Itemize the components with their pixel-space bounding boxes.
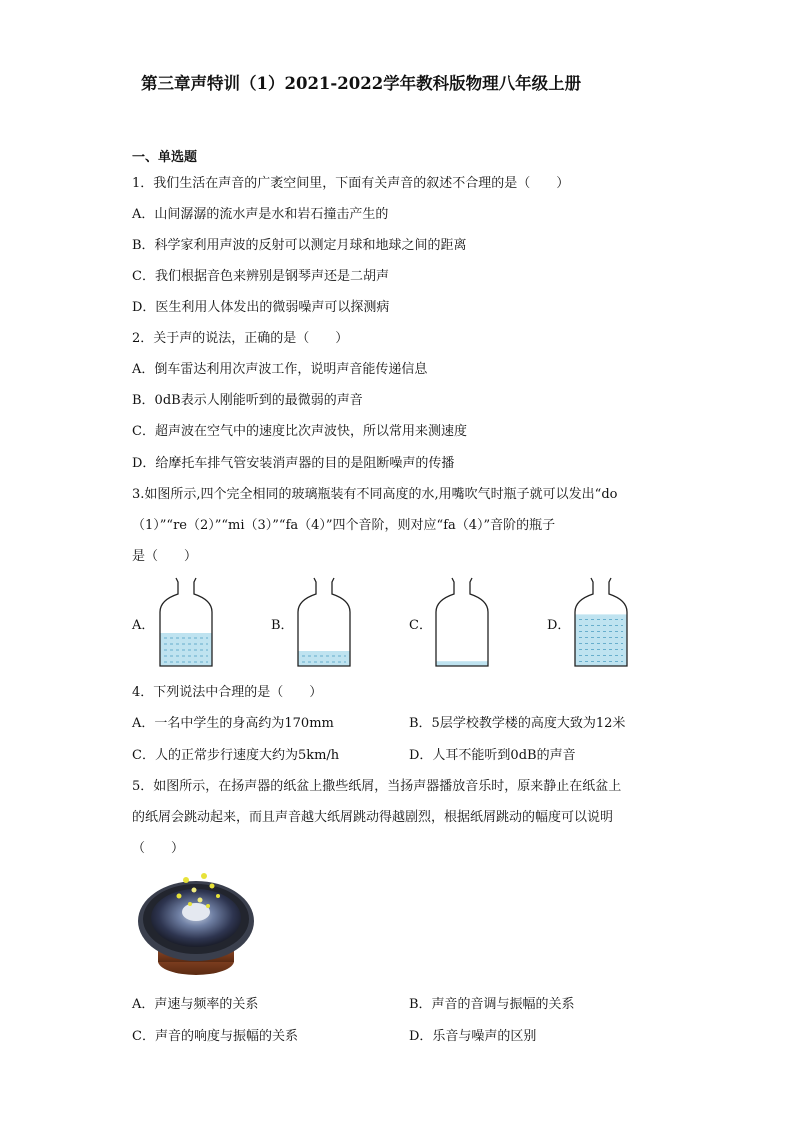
q3-option-b-label: B． [271,618,294,633]
bottle-figures [0,570,794,690]
q1-option-a: A．山间潺潺的流水声是水和岩石撞击产生的 [132,207,389,222]
q4-stem: 4．下列说法中合理的是（ ） [132,685,323,700]
q1-stem: 1．我们生活在声音的广袤空间里，下面有关声音的叙述不合理的是（ ） [132,176,570,191]
q2-option-c: C．超声波在空气中的速度比次声波快，所以常用来测速度 [132,424,467,439]
bottle-c-water [436,661,488,666]
q3-stem-line1: 3.如图所示,四个完全相同的玻璃瓶装有不同高度的水,用嘴吹气时瓶子就可以发出“do [132,487,618,502]
q5-option-a: A．声速与频率的关系 [132,997,259,1012]
speaker-image [134,866,259,981]
q5-option-d: D．乐音与噪声的区别 [409,1029,537,1044]
q1-option-d: D．医生利用人体发出的微弱噪声可以探测病 [132,300,390,315]
bottle-a-water [160,633,212,666]
bottle-c [436,578,488,666]
bottle-d-water [575,614,627,666]
q4-option-c: C．人的正常步行速度大约为5km/h [132,748,340,763]
q2-option-a: A．倒车雷达利用次声波工作，说明声音能传递信息 [132,362,428,377]
q5-stem-line3: （ ） [132,841,185,856]
bottle-c-outline [436,578,488,666]
q3-option-c-label: C． [409,618,432,633]
bottle-d [575,578,627,666]
q3-stem-line3: 是（ ） [132,549,198,564]
q3-option-a-label: A． [132,618,155,633]
bottle-a [160,578,212,666]
q1-option-b: B．科学家利用声波的反射可以测定月球和地球之间的距离 [132,238,467,253]
q5-stem-line2: 的纸屑会跳动起来，而且声音越大纸屑跳动得越剧烈，根据纸屑跳动的幅度可以说明 [132,810,614,825]
q4-option-b: B．5层学校教学楼的高度大致为12米 [409,716,626,731]
q2-option-d: D．给摩托车排气管安装消声器的目的是阻断噪声的传播 [132,456,455,471]
q4-option-a: A．一名中学生的身高约为170mm [132,716,334,731]
section-heading: 一、单选题 [132,150,198,165]
q5-stem-line1: 5．如图所示，在扬声器的纸盆上撒些纸屑，当扬声器播放音乐时，原来静止在纸盆上 [132,779,622,794]
q5-option-b: B．声音的音调与振幅的关系 [409,997,575,1012]
q5-option-c: C．声音的响度与振幅的关系 [132,1029,298,1044]
q3-option-d-label: D． [547,618,571,633]
q1-option-c: C．我们根据音色来辨别是钢琴声还是二胡声 [132,269,389,284]
q3-stem-line2: （1）”“re（2）”“mi（3）”“fa（4）”四个音阶，则对应“fa（4）”音阶的瓶子 [132,518,556,533]
q2-stem: 2．关于声的说法，正确的是（ ） [132,331,349,346]
q2-option-b: B．0dB表示人刚能听到的最微弱的声音 [132,393,363,408]
bottle-b-water [298,651,350,666]
q4-option-d: D．人耳不能听到0dB的声音 [409,748,576,763]
page-title: 第三章声特训（1）2021-2022学年教科版物理八年级上册 [141,74,582,93]
bottle-b [298,578,350,666]
